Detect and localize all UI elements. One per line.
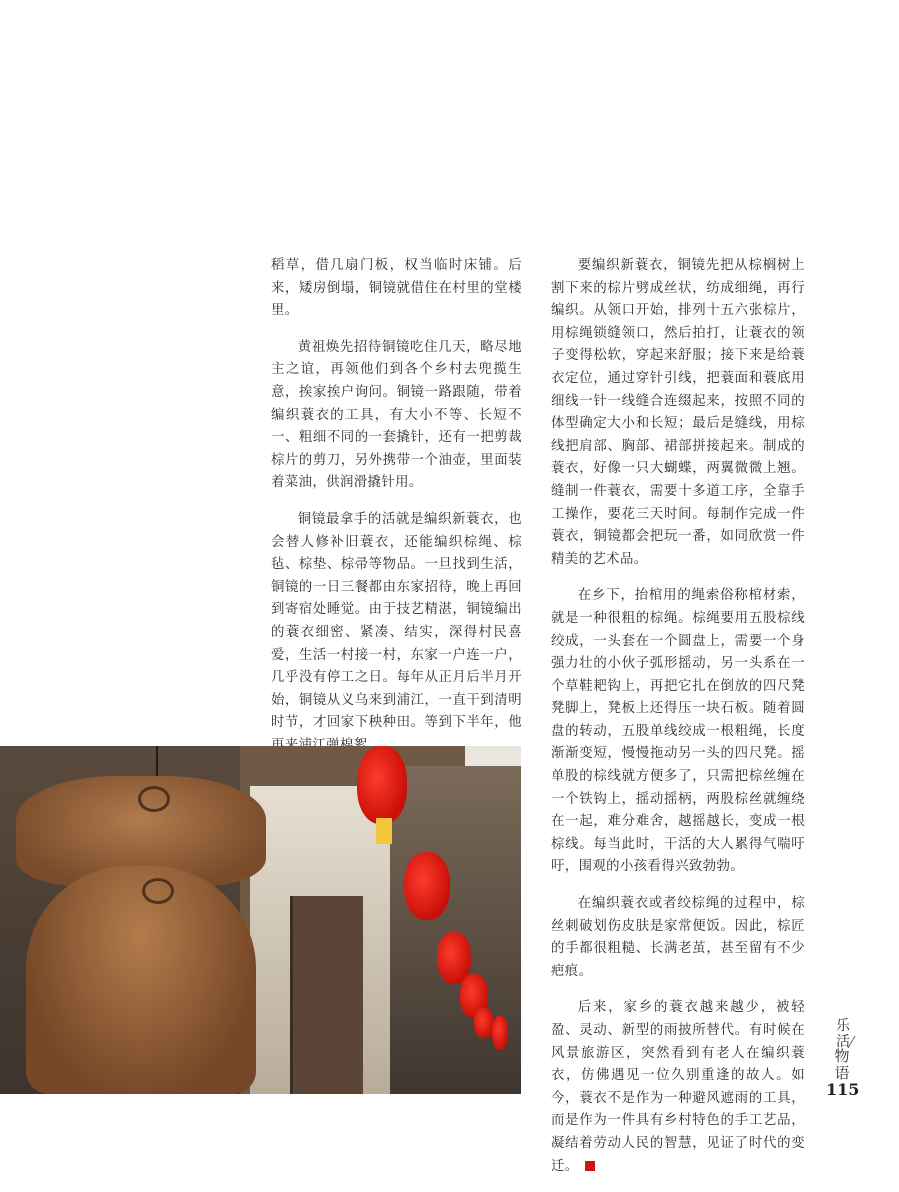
right-paragraph-3: 在编织蓑衣或者绞棕绳的过程中，棕丝刺破划伤皮肤是家常便饭。因此，棕匠的手都很粗糙、长满老茧，甚至留有不少疤痕。 — [551, 896, 805, 979]
right-paragraph-1: 要编织新蓑衣，铜镜先把从棕榈树上割下来的棕片劈成丝状，纺成细绳，再行编织。从领口开始，排列十五六张棕片，用棕绳锁缝领口，然后拍打，让蓑衣的领子变得松软，穿起来舒服；接下来是给蓑衣定位，通过穿针引线，把蓑面和蓑底用细线一针一线缝合连缀起来，按照不同的体型确定大小和长短；最后是缝线，用棕线把肩部、胸部、裙部拼接起来。制成的蓑衣，好像一只大蝴蝶，两翼微微上翘。缝制一件蓑衣，需要十多道工序，全靠手工操作，要花三天时间。每制作完成一件蓑衣，铜镜都会把玩一番，如同欣赏一件精美的艺术品。 — [551, 258, 805, 567]
section-label-bottom: 物语 — [834, 1047, 850, 1082]
red-lantern — [404, 852, 450, 920]
raincoat-lower — [26, 866, 256, 1094]
left-column — [271, 255, 522, 771]
left-paragraph-2: 黄祖焕先招待铜镜吃住几天，略尽地主之谊，再领他们到各个乡村去兜揽生意，挨家挨户询问。铜镜一路跟随，带着编织蓑衣的工具，有大小不等、长短不一、粗细不同的一套撬针，还有一把剪裁棕片的剪刀，另外携带一个油壶，里面装着菜油，供润滑撬针用。 — [271, 339, 522, 491]
left-paragraph-1: 稻草，借几扇门板，权当临时床铺。后来，矮房倒塌，铜镜就借住在村里的堂楼里。 — [271, 258, 522, 319]
page-number: 115 — [826, 1080, 860, 1099]
raincoat-ring — [142, 878, 174, 904]
end-mark-icon — [585, 1161, 595, 1171]
section-label-top: 乐活 — [836, 1018, 850, 1050]
straw-raincoat-photo — [0, 746, 521, 1094]
lantern-tassel — [376, 818, 392, 844]
red-lantern — [357, 746, 407, 824]
right-column — [551, 255, 805, 1192]
right-paragraph-2: 在乡下，抬棺用的绳索俗称棺材索，就是一种很粗的棕绳。棕绳要用五股棕线绞成，一头套在一个圆盘上，需要一个身强力壮的小伙子弧形摇动，另一头系在一个草鞋耙钩上，再把它扎在倒放的四尺凳凳脚上，凳板上还得压一块石板。随着圆盘的转动，五股单线绞成一根粗绳，长度渐渐变短，慢慢拖动另一头的四尺凳。摇单股的棕线就方便多了，只需把棕丝缠在一个铁钩上，摇动摇柄，两股棕丝就缠绕在一起，难分难舍，越摇越长，变成一根棕线。每当此时，干活的大人累得气喘吁吁，围观的小孩看得兴致勃勃。 — [551, 588, 805, 875]
straw-raincoat — [6, 746, 266, 1094]
red-lantern — [492, 1016, 508, 1050]
right-paragraph-4 — [551, 997, 805, 1178]
left-paragraph-3: 铜镜最拿手的活就是编织新蓑衣，也会替人修补旧蓑衣，还能编织棕绳、棕毡、棕垫、棕帚等物品。一旦找到生活，铜镜的一日三餐都由东家招待，晚上再回到寄宿处睡觉。由于技艺精湛，铜镜编出的蓑衣细密、紧凑、结实，深得村民喜爱，生活一村接一村，东家一户连一户，几乎没有停工之日。每年从正月后半月开始，铜镜从义乌来到浦江，一直干到清明时节，才回家下秧种田。等到下半年，他 — [271, 511, 522, 731]
right-paragraph-4-text: 后来，家乡的蓑衣越来越少，被轻盈、灵动、新型的雨披所替代。有时候在风景旅游区，突然看到有老人在编织蓑衣，仿佛遇见一位久别重逢的故人。如今，蓑衣不是作为一种避风遮雨的工具，而是作为一件具有乡村特色的手工艺品，凝结着劳动人民的智慧，见证了时代的变迁。 — [551, 1000, 805, 1174]
photo-door — [290, 896, 363, 1094]
raincoat-ring — [138, 786, 170, 812]
red-lantern — [474, 1008, 494, 1038]
